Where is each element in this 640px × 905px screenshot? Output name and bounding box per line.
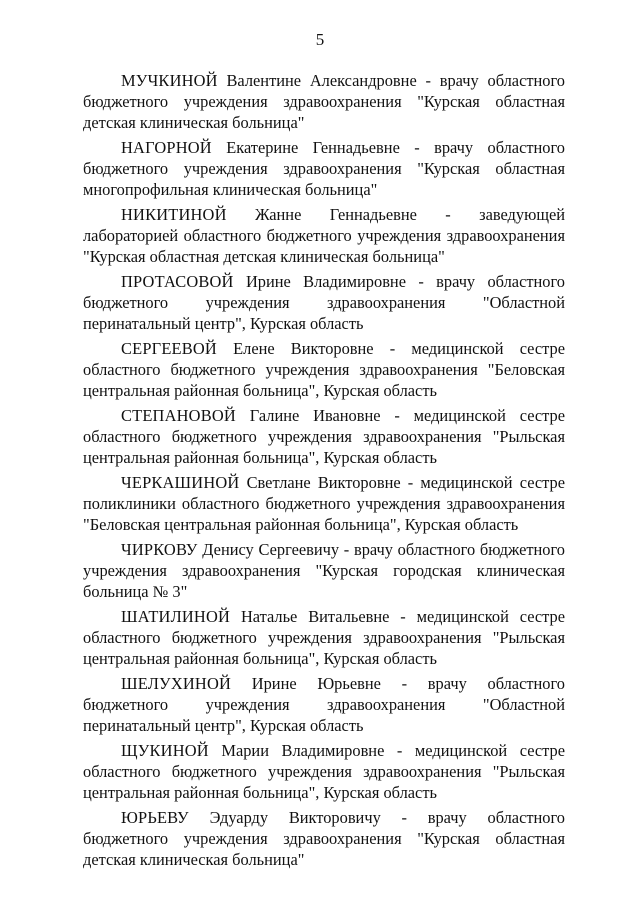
- list-item: [83, 204, 565, 267]
- entry-text: Светлане Викторовне - медицинской сестре поликлиники областного бюджетного учреждения здравоохранения "Беловская центральная районная больница", Курская область: [83, 473, 565, 534]
- entry-surname: ЧЕРКАШИНОЙ: [121, 473, 240, 492]
- entry-text: Елене Викторовне - медицинской сестре областного бюджетного учреждения здравоохранения "Беловская центральная районная больница", Курская область: [83, 339, 565, 400]
- entry-surname: НАГОРНОЙ: [121, 138, 212, 157]
- entry-surname: ШАТИЛИНОЙ: [121, 607, 231, 626]
- list-item: [83, 539, 565, 602]
- entry-text: Екатерине Геннадьевне - врачу областного бюджетного учреждения здравоохранения "Курская областная многопрофильная клиническая больница": [83, 138, 565, 199]
- entry-text: Жанне Геннадьевне - заведующей лабораторией областного бюджетного учреждения здравоохранения "Курская областная детская клиническая больница": [83, 205, 565, 266]
- entry-surname: ЧИРКОВУ: [121, 540, 198, 559]
- entry-surname: МУЧКИНОЙ: [121, 71, 218, 90]
- entry-surname: ЩУКИНОЙ: [121, 741, 209, 760]
- entry-text: Ирине Владимировне - врачу областного бюджетного учреждения здравоохранения "Областной перинатальный центр", Курская область: [83, 272, 565, 333]
- list-item: [83, 472, 565, 535]
- entry-surname: ПРОТАСОВОЙ: [121, 272, 234, 291]
- entry-surname: ШЕЛУХИНОЙ: [121, 674, 232, 693]
- entry-text: Марии Владимировне - медицинской сестре областного бюджетного учреждения здравоохранения "Рыльская центральная районная больница", Курская область: [83, 741, 565, 802]
- entry-text: Галине Ивановне - медицинской сестре областного бюджетного учреждения здравоохранения "Рыльская центральная районная больница", Курская область: [83, 406, 565, 467]
- list-item: [83, 807, 565, 870]
- entry-surname: НИКИТИНОЙ: [121, 205, 227, 224]
- entry-text: Ирине Юрьевне - врачу областного бюджетного учреждения здравоохранения "Областной перинатальный центр", Курская область: [83, 674, 565, 735]
- entry-text: Наталье Витальевне - медицинской сестре областного бюджетного учреждения здравоохранения "Рыльская центральная районная больница", Курская область: [83, 607, 565, 668]
- entry-text: Денису Сергеевичу - врачу областного бюджетного учреждения здравоохранения "Курская городская клиническая больница № 3": [83, 540, 565, 601]
- list-item: [83, 740, 565, 803]
- page-number: 5: [315, 30, 325, 49]
- entry-surname: СЕРГЕЕВОЙ: [121, 339, 217, 358]
- list-item: [83, 606, 565, 669]
- entry-surname: ЮРЬЕВУ: [121, 808, 189, 827]
- list-item: [83, 137, 565, 200]
- entry-text: Эдуарду Викторовичу - врачу областного бюджетного учреждения здравоохранения "Курская областная детская клиническая больница": [83, 808, 565, 869]
- list-item: [83, 405, 565, 468]
- award-list: [83, 70, 565, 874]
- list-item: [83, 673, 565, 736]
- entry-text: Валентине Александровне - врачу областного бюджетного учреждения здравоохранения "Курская областная детская клиническая больница": [83, 71, 565, 132]
- entry-surname: СТЕПАНОВОЙ: [121, 406, 236, 425]
- list-item: [83, 70, 565, 133]
- list-item: [83, 271, 565, 334]
- list-item: [83, 338, 565, 401]
